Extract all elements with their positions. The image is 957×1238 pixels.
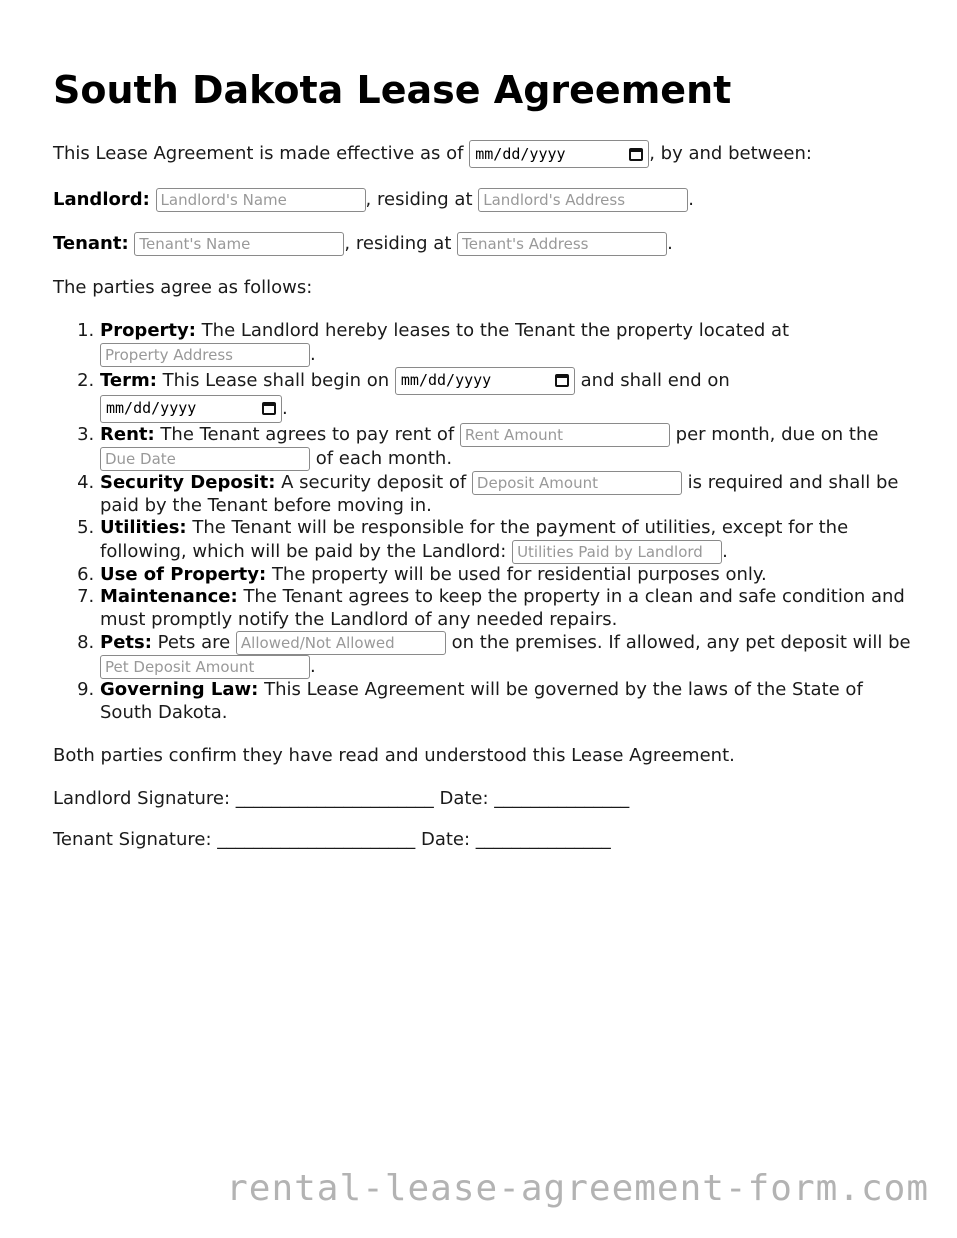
landlord-address-input[interactable]: Landlord's Address <box>478 188 688 212</box>
clause-label: Governing Law: <box>100 679 259 700</box>
tenant-residing-text: , residing at <box>344 233 458 254</box>
clause-text: A security deposit of <box>275 471 472 493</box>
clause-utilities <box>100 517 913 564</box>
clause-term <box>100 367 913 423</box>
tenant-line <box>53 232 913 256</box>
tenant-name-input[interactable]: Tenant's Name <box>134 232 344 256</box>
landlord-signature-line: Landlord Signature: ______________________ Date: _______________ <box>53 788 630 809</box>
intro-text: This Lease Agreement is made effective as of <box>53 143 470 164</box>
clause-text: This Lease shall begin on <box>156 369 395 391</box>
property-address-input[interactable]: Property Address <box>100 343 310 367</box>
clause-end: . <box>282 397 288 419</box>
clause-pets <box>100 631 913 679</box>
tenant-signature-line: Tenant Signature: ______________________ Date: _______________ <box>53 829 611 850</box>
intro-paragraph <box>53 140 913 168</box>
due-date-input[interactable]: Due Date <box>100 447 310 471</box>
effective-date-input[interactable] <box>469 140 649 168</box>
term-start-date-input[interactable] <box>395 367 575 395</box>
clause-text-middle: on the premises. If allowed, any pet deposit will be <box>445 632 911 653</box>
clause-text: This Lease Agreement will be governed by the laws of the State of South Dakota. <box>100 679 863 723</box>
clause-text-middle: and shall end on <box>574 369 730 391</box>
calendar-icon[interactable] <box>555 374 569 387</box>
lease-document <box>53 62 913 869</box>
rent-amount-input[interactable]: Rent Amount <box>460 423 670 447</box>
page-title: South Dakota Lease Agreement <box>53 68 732 112</box>
pet-deposit-input[interactable]: Pet Deposit Amount <box>100 655 310 679</box>
landlord-label: Landlord: <box>53 189 150 210</box>
clause-label: Utilities: <box>100 517 187 538</box>
calendar-icon[interactable] <box>262 402 276 415</box>
landlord-line <box>53 188 913 212</box>
effective-date-placeholder: mm/dd/yyyy <box>475 145 566 163</box>
pets-allowed-input[interactable]: Allowed/Not Allowed <box>236 631 446 655</box>
clause-label: Property: <box>100 320 196 341</box>
confirm-text: Both parties confirm they have read and understood this Lease Agreement. <box>53 745 735 766</box>
clause-text: The Tenant agrees to keep the property in a clean and safe condition and must promptly notify the Landlord of any needed repairs. <box>100 586 905 630</box>
clause-governing-law <box>100 679 913 724</box>
calendar-icon[interactable] <box>629 148 643 161</box>
landlord-name-input[interactable]: Landlord's Name <box>156 188 366 212</box>
clause-label: Maintenance: <box>100 586 238 607</box>
clause-end: is required and shall be paid by the Tenant before moving in. <box>100 471 899 516</box>
tenant-address-input[interactable]: Tenant's Address <box>457 232 667 256</box>
clause-text: Pets are <box>151 632 236 653</box>
clause-text-middle: per month, due on the <box>669 423 879 445</box>
clause-end: . <box>310 656 316 677</box>
clause-label: Use of Property: <box>100 563 267 585</box>
utilities-input[interactable]: Utilities Paid by Landlord <box>512 540 722 564</box>
clause-end: . <box>310 343 316 365</box>
clause-end: . <box>722 540 728 562</box>
watermark-footer: rental-lease-agreement-form.com <box>226 1168 929 1209</box>
landlord-residing-text: , residing at <box>365 189 479 210</box>
tenant-label: Tenant: <box>53 233 129 254</box>
clause-use <box>100 564 913 587</box>
intro-text-end: , by and between: <box>649 143 812 164</box>
landlord-period: . <box>688 189 694 210</box>
clause-deposit <box>100 471 913 518</box>
clause-label: Security Deposit: <box>100 471 276 493</box>
clause-list <box>53 320 913 724</box>
term-end-placeholder: mm/dd/yyyy <box>106 399 197 418</box>
clause-maintenance <box>100 586 913 631</box>
agree-text: The parties agree as follows: <box>53 277 313 298</box>
clause-rent <box>100 423 913 471</box>
clause-property <box>100 320 913 367</box>
clause-end: of each month. <box>310 447 453 469</box>
clause-text: The Tenant will be responsible for the payment of utilities, except for the following, which will be paid by the Landlord: <box>100 517 849 562</box>
clause-label: Term: <box>100 369 157 391</box>
tenant-period: . <box>667 233 673 254</box>
term-start-placeholder: mm/dd/yyyy <box>400 371 492 390</box>
clause-text: The property will be used for residential purposes only. <box>266 563 767 585</box>
clause-label: Rent: <box>100 423 155 445</box>
clause-text: The Tenant agrees to pay rent of <box>154 423 460 445</box>
deposit-amount-input[interactable]: Deposit Amount <box>472 471 682 495</box>
clause-label: Pets: <box>100 632 152 653</box>
term-end-date-input[interactable] <box>100 395 282 423</box>
clause-text: The Landlord hereby leases to the Tenant the property located at <box>195 320 790 341</box>
